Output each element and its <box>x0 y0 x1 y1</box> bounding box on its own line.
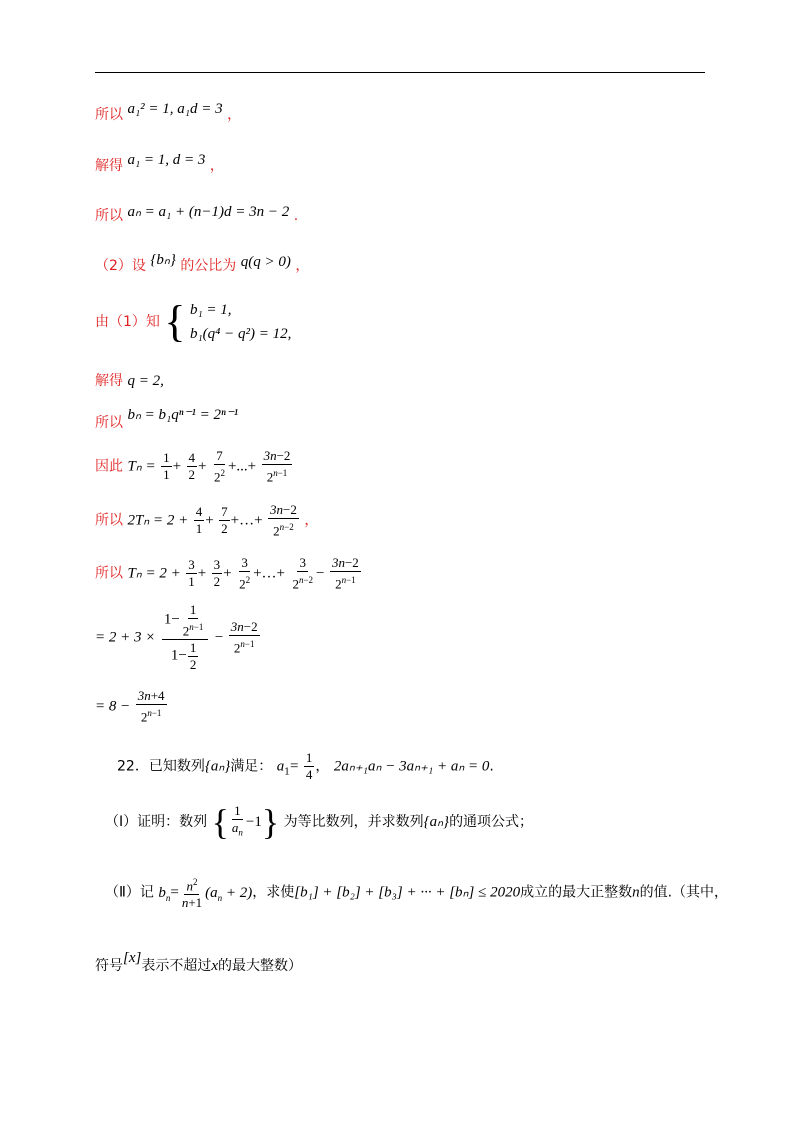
math: bₙ = b₁qⁿ⁻¹ = 2ⁿ⁻¹ <box>127 407 239 423</box>
line-result <box>95 688 168 725</box>
frac-last: $\frac{3n-2}{2^{n-2}}$ <box>270 502 297 539</box>
tail: ， <box>304 512 319 529</box>
label: 由（1）知 <box>95 314 160 330</box>
compound-frac: 1− $\frac{1}{2^{n-1}}$ 1− $\frac{1}{2}$ <box>162 602 209 673</box>
frac-3-last: $\frac{3}{2^{n-2}}$ <box>292 555 314 592</box>
label: 所以 <box>95 208 123 224</box>
part2-ineq: [b₁] + [b₂] + [b₃] + ··· + [bₙ] ≤ 2020 <box>294 884 521 901</box>
label-b: 的公比为 <box>180 258 237 274</box>
frac-result: $\frac{3n+4}{2^{n-1}}$ <box>137 688 165 725</box>
label: 解得 <box>95 158 123 174</box>
math-lhs: Tₙ = <box>127 458 156 475</box>
frac-7-4: $\frac{7}{2^2}$ <box>213 448 225 485</box>
part2-g: 的最大整数） <box>218 958 303 974</box>
row-2: b₁(q⁴ − q²) = 12, <box>189 326 292 342</box>
problem-22-part1: （Ⅰ）证明：数列 { $\frac{1}{a_n}$ −1} 为等比数列，并求数列{aₙ}的通项公式； <box>105 802 534 842</box>
tail: ， <box>295 258 310 274</box>
line-Tn-diff: 所以 Tₙ = 2 + $\frac{3}{1}$ + $\frac{3}{2}$ + $\frac{3}{2^2}$ +…+ $\frac{3}{2^{n-2}}$ − $\frac{3n-2}{2^{n-1}}$ <box>95 555 359 592</box>
frac-3-4: $\frac{3}{2^2}$ <box>239 555 251 592</box>
line-geom-sum: = 2 + 3 × 1− $\frac{1}{2^{n-1}}$ 1− $\frac{1}{2}$ − $\frac{3n-2}{2^{n-1}}$ <box>95 602 258 673</box>
math-lhs: = 8 − <box>95 698 131 715</box>
part1-b: 为等比数列，并求数列 <box>283 814 424 830</box>
cond-eq: 2aₙ₊₁aₙ − 3aₙ₊₁ + aₙ = 0 <box>333 758 490 775</box>
row-1: b₁ = 1, <box>189 302 232 318</box>
math: aₙ = a₁ + (n−1)d = 3n − 2 <box>127 204 290 220</box>
part2-d: 的值.（其中， <box>639 884 729 901</box>
label: 因此 <box>95 458 123 475</box>
math: q = 2, <box>127 373 164 389</box>
frac-4-1: $\frac{4}{1}$ <box>195 504 203 537</box>
problem-22-part2-cont <box>95 950 303 975</box>
part2-x: x <box>211 958 219 974</box>
math-q: q(q > 0) <box>240 254 291 270</box>
frac-3-1: $\frac{3}{1}$ <box>188 557 195 590</box>
math: a₁² = 1, a₁d = 3 <box>127 101 223 117</box>
label: 解得 <box>95 373 123 389</box>
frac-1-an: $\frac{1}{a_n}$ <box>231 803 243 838</box>
tail: ， <box>227 107 242 123</box>
line-part2-setup <box>95 252 310 275</box>
label-a: （2）设 <box>95 258 146 274</box>
part2-f: 表示不超过 <box>141 958 212 974</box>
math-lhs: = 2 + 3 × <box>95 629 156 646</box>
end: . <box>489 758 494 775</box>
line-2Tn: 所以 2Tₙ = 2 + $\frac{4}{1}$ + $\frac{7}{2}$ +…+ $\frac{3n-2}{2^{n-2}}$ ， <box>95 502 319 539</box>
part2-b: ，求使 <box>252 884 295 901</box>
seq: {aₙ} <box>204 758 231 775</box>
frac-1-4: $\frac{1}{4}$ <box>305 750 313 782</box>
problem-22-part2: （Ⅱ）记 $b_n=$ $\frac{n^2}{n+1}$ $(a_n + 2)$，求使[b₁] + [b₂] + [b₃] + ··· + [bₙ] ≤ 2020成立的最大正整数n的值.（其中， <box>105 874 728 911</box>
frac-last: $\frac{3n-2}{2^{n-1}}$ <box>230 619 258 656</box>
line-a1-eq <box>95 101 242 124</box>
system-rows <box>190 298 291 346</box>
math-bn: {bₙ} <box>150 252 176 268</box>
line-bn-formula <box>95 404 239 431</box>
part2-c: 成立的最大正整数 <box>520 884 633 901</box>
tail: . <box>293 208 299 224</box>
line-system <box>95 298 291 346</box>
part2-a: （Ⅱ）记 <box>105 884 154 901</box>
line-solve-a1-d <box>95 152 224 175</box>
math-lhs: 2Tₙ = 2 + <box>127 512 189 529</box>
line-an-formula <box>95 205 298 225</box>
part2-n: n <box>632 884 640 901</box>
frac-n2-n1: $\frac{n^2}{n+1}$ <box>180 874 204 911</box>
tail: ， <box>209 158 224 174</box>
frac-last: $\frac{3n-2}{2^{n-1}}$ <box>263 448 291 485</box>
frac-last: $\frac{3n-2}{2^{n-1}}$ <box>331 555 359 592</box>
label: 所以 <box>95 107 123 123</box>
intro: 22．已知数列 <box>117 758 205 775</box>
line-solve-q <box>95 370 164 390</box>
math-lhs: Tₙ = 2 + <box>127 565 181 582</box>
math: a₁ = 1, d = 3 <box>127 152 206 168</box>
frac-1-1: $\frac{1}{1}$ <box>163 450 170 483</box>
label: 所以 <box>95 512 123 529</box>
part1-seq: {aₙ} <box>423 814 450 830</box>
problem-22-statement: 22．已知数列{aₙ}满足： $a_1=$ $\frac{1}{4}$ ， 2aₙ₊₁aₙ − 3aₙ₊₁ + aₙ = 0. <box>117 750 494 782</box>
part1-a: （Ⅰ）证明：数列 <box>105 814 208 830</box>
left-brace: { <box>164 297 186 346</box>
label: 所以 <box>95 565 123 582</box>
label: 所以 <box>95 415 123 431</box>
part1-c: 的通项公式； <box>449 814 534 830</box>
part2-e: 符号 <box>95 958 123 974</box>
frac-7-2: $\frac{7}{2}$ <box>221 504 228 537</box>
frac-3-2: $\frac{3}{2}$ <box>213 557 221 590</box>
frac-4-2: $\frac{4}{2}$ <box>188 450 196 483</box>
cond-label: 满足： <box>230 758 273 775</box>
part2-sym: [x] <box>123 950 142 966</box>
line-Tn-sum: 因此 Tₙ = $\frac{1}{1}$ + $\frac{4}{2}$ + $\frac{7}{2^2}$ +...+ $\frac{3n-2}{2^{n-1}}$ <box>95 448 291 485</box>
header-rule <box>95 72 705 73</box>
